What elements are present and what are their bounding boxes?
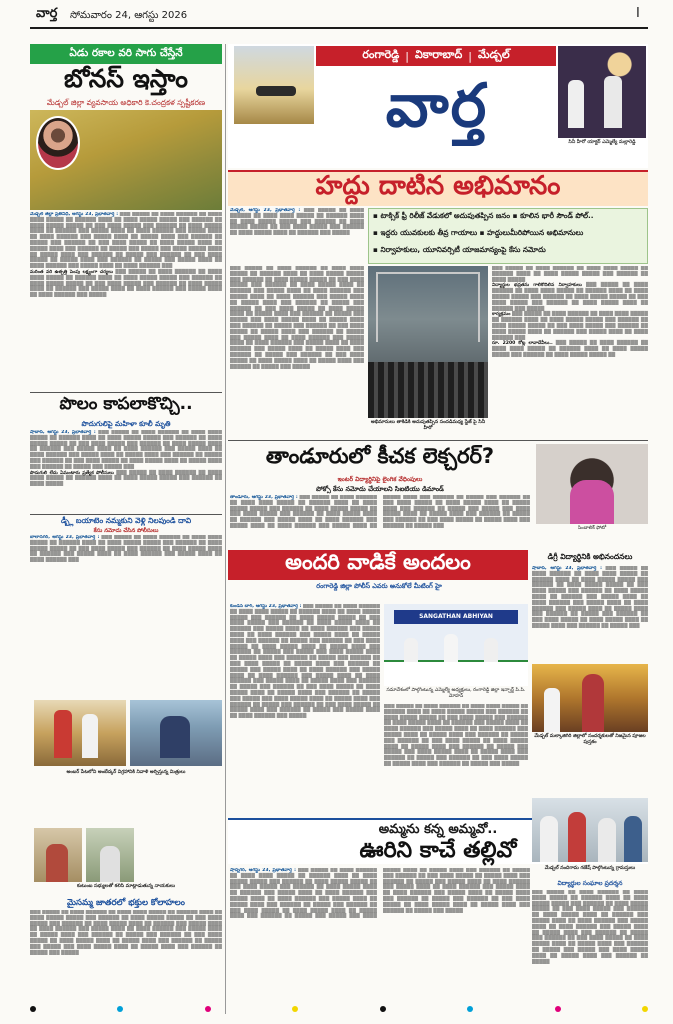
fake-subhead: కేసు నమోదు చేసిన పోలీసులు [93, 528, 159, 534]
left-photos-caption: అంబర్ పేటలోని అంబేద్కర్ విగ్రహానికి నివాళి అర్పిస్తున్న మిత్రులు [66, 770, 186, 775]
photo-figure [544, 688, 560, 732]
photo-figure [404, 638, 418, 662]
header-date: సోమవారం 24, ఆగస్టు 2026 [70, 10, 188, 21]
reg-dot [205, 1006, 211, 1012]
photo-figure [582, 674, 604, 732]
column-divider [225, 44, 226, 1014]
photo-figure [100, 846, 120, 882]
bottom-left-headline: మైసమ్మ జాతరలో భక్తుల కోలాహలం [67, 898, 185, 908]
highlight-1-text: టాక్సిక్ ఫ్రీ రిలీజ్ వేడుకలో అదుపుతప్పిన జనం [380, 211, 511, 220]
ammanu-right-caption: మేడ్చల్ నందిగామ గణేష్ పాల్గొంటున్న గ్రామస్తులు [544, 866, 636, 871]
andari-headline: అందరి వాడికే అందలం [285, 550, 471, 574]
main-sub-2: కార్యక్రమం [492, 312, 511, 318]
andari-kicker: రంగారెడ్డి జిల్లా పోలీస్ ఎవరు అనుకోలే మీటింగ్ హై [316, 582, 442, 590]
distressed-student-photo [536, 444, 648, 524]
main-body-left: ▒▒▒ ▒▒▒▒▒ ▒▒ ▒▒▒▒ ▒▒▒▒▒▒ ▒▒ ▒▒▒▒ ▒▒▒▒ ▒▒▒▒▒ ▒▒ ▒▒▒▒▒▒ ▒▒▒▒ ▒▒ ▒▒▒▒ ▒▒▒▒▒ ▒▒▒▒▒ ▒▒▒ ▒▒▒▒▒▒ ▒▒ ▒▒▒▒ ▒▒▒▒▒ ▒▒▒▒▒ ▒▒ ▒▒▒ ▒▒▒▒ ▒▒▒▒▒ ▒▒▒ ▒▒▒▒▒▒ ▒▒ ▒▒▒▒ ▒▒▒▒▒ ▒▒▒▒ ▒▒ ▒▒▒▒▒▒ ▒▒▒ ▒▒▒▒▒ ▒▒▒▒ ▒▒ ▒▒▒▒ ▒▒▒▒▒▒ ▒▒▒ ▒▒▒▒▒ ▒▒▒▒ ▒▒ ▒▒▒▒ ▒▒▒▒▒▒ ▒▒▒ ▒▒▒▒▒ ▒▒▒▒ ▒▒ ▒▒▒▒▒ ▒▒▒▒ ▒▒▒ ▒▒▒▒▒▒ ▒▒ ▒▒▒▒▒ ▒▒▒ ▒▒▒▒▒▒ ▒▒ ▒▒▒ ▒▒▒▒ ▒▒▒▒▒ ▒▒ ▒▒▒▒ ▒▒▒▒▒ ▒▒▒▒ ▒▒ ▒▒▒▒▒ ▒▒▒▒ ▒▒▒ ▒▒▒▒▒▒ ▒▒ ▒▒▒▒▒ ▒▒▒ ▒▒▒▒▒ ▒▒▒ ▒▒▒▒ ▒▒▒▒▒ ▒▒▒▒ ▒▒ ▒▒▒▒▒ ▒▒▒▒ ▒▒▒ ▒▒▒▒▒▒ ▒▒ ▒▒▒▒▒ ▒▒▒ ▒▒▒▒▒▒ ▒▒ ▒▒▒ ▒▒▒▒ ▒▒▒▒▒ ▒▒ ▒▒▒▒▒ ▒▒▒▒ ▒▒▒ ▒▒▒▒▒▒ ▒▒ ▒▒▒▒▒ ▒▒▒ ▒▒▒▒▒ ▒▒▒▒ ▒▒ ▒▒▒▒ ▒▒▒▒▒▒ ▒▒▒ ▒▒▒▒▒ ▒▒▒▒ ▒▒ ▒▒▒▒ ▒▒▒▒▒▒ ▒▒▒ ▒▒▒▒▒ ▒▒▒▒ ▒▒ ▒▒▒▒ ▒▒▒▒▒▒ ▒▒▒ ▒▒▒▒▒ ▒▒▒▒ ▒▒ ▒▒▒▒▒ ▒▒▒▒ ▒▒▒ ▒▒▒▒▒▒ ▒▒ ▒▒▒▒▒ ▒▒▒ ▒▒▒▒▒▒ ▒▒ ▒▒▒ ▒▒▒▒ ▒▒▒▒▒ ▒▒ ▒▒▒▒ ▒▒▒▒▒ ▒▒▒▒ ▒▒ ▒▒▒▒▒ ▒▒▒▒ ▒▒▒ ▒▒▒▒▒▒ ▒▒ ▒▒▒▒▒ ▒▒▒ ▒▒▒▒▒ [230, 266, 364, 370]
district-1: రంగారెడ్డి [362, 48, 400, 61]
reg-dot [555, 1006, 561, 1012]
bottom-left-caption: కుటుంబ సభ్యులతో కలిసి మాట్లాడుతున్న నాయకులు [76, 884, 176, 889]
bonus-dateline: మేడ్చల్ జిల్లా ప్రతినిధి, ఆగస్టు 23, ప్రభాతవార్త : [30, 212, 119, 217]
photo-figure [568, 80, 584, 128]
print-registration-strip [30, 1004, 648, 1014]
highlight-2: ▪ ఇద్దరు యువకులకు తీవ్ర గాయాలు ▪ హద్దులుమీరిపోయిన అభిమానులు [373, 228, 584, 237]
photo-figure [598, 818, 616, 862]
masthead-logo: వార్త [385, 71, 489, 141]
edition-banner [228, 44, 648, 168]
masthead-right-photo [558, 46, 646, 138]
bottom-left-body: ▒▒▒ ▒▒▒▒▒ ▒▒ ▒▒▒▒ ▒▒▒▒▒▒ ▒▒ ▒▒▒▒ ▒▒▒▒ ▒▒▒▒▒ ▒▒ ▒▒▒▒▒▒ ▒▒▒▒ ▒▒ ▒▒▒▒ ▒▒▒▒▒ ▒▒▒▒▒ ▒▒▒ ▒▒▒▒▒▒ ▒▒ ▒▒▒▒ ▒▒▒▒▒ ▒▒▒▒▒ ▒▒ ▒▒▒ ▒▒▒▒ ▒▒▒▒▒ ▒▒▒ ▒▒▒▒▒▒ ▒▒ ▒▒▒▒ ▒▒▒▒▒ ▒▒▒▒ ▒▒ ▒▒▒▒▒▒ ▒▒▒ ▒▒▒▒▒ ▒▒▒▒ ▒▒ ▒▒▒▒ ▒▒▒▒▒▒ ▒▒▒ ▒▒▒▒▒ ▒▒▒▒ ▒▒ ▒▒▒▒ ▒▒▒▒▒▒ ▒▒▒ ▒▒▒▒▒ ▒▒▒▒ ▒▒ ▒▒▒▒▒ ▒▒▒▒ ▒▒▒ ▒▒▒▒▒▒ ▒▒ ▒▒▒▒▒ ▒▒▒ ▒▒▒▒▒▒ ▒▒ ▒▒▒ ▒▒▒▒ ▒▒▒▒▒ ▒▒ ▒▒▒▒ ▒▒▒▒▒ ▒▒▒▒ ▒▒ ▒▒▒▒▒ ▒▒▒▒ ▒▒▒ ▒▒▒▒▒▒ ▒▒ ▒▒▒▒▒ ▒▒▒ ▒▒▒▒▒ ▒▒▒ ▒▒▒▒ ▒▒▒▒▒ ▒▒▒▒ ▒▒ ▒▒▒▒▒ ▒▒▒▒ ▒▒▒ ▒▒▒▒▒▒ ▒▒ ▒▒▒▒▒ ▒▒▒ ▒▒▒▒▒ [30, 910, 222, 956]
main-sub-3: రూ. 2200 కోట్ల లావాదేవీలు.. [492, 341, 553, 347]
reg-dot [30, 1006, 36, 1012]
family-photo [86, 828, 134, 882]
degree-dateline: షాబాద్, ఆగస్టు 23, ప్రభాతవార్త : [532, 566, 602, 571]
reg-dot [467, 1006, 473, 1012]
district-3: మేడ్చల్ [477, 48, 510, 61]
photo-figure [570, 480, 614, 524]
photo-table [384, 660, 528, 686]
farm-body: షాబాద్, ఆగస్టు 23, ప్రభాతవార్త : ▒▒▒ ▒▒▒▒▒ ▒▒ ▒▒▒▒ ▒▒▒▒▒▒ ▒▒ ▒▒▒▒ ▒▒▒▒ ▒▒▒▒▒ ▒▒ ▒▒▒▒▒▒ ▒▒▒▒ ▒▒ ▒▒▒▒ ▒▒▒▒▒ ▒▒▒▒▒ ▒▒▒ ▒▒▒▒▒▒ ▒▒ ▒▒▒▒ ▒▒▒▒▒ ▒▒▒▒▒ ▒▒ ▒▒▒ ▒▒▒▒ ▒▒▒▒▒ ▒▒▒ ▒▒▒▒▒▒ ▒▒ ▒▒▒▒ ▒▒▒▒▒ ▒▒▒▒ ▒▒ ▒▒▒▒▒▒ ▒▒▒ ▒▒▒▒▒ ▒▒▒▒ ▒▒ ▒▒▒▒ ▒▒▒▒▒▒ ▒▒▒ ▒▒▒▒▒ ▒▒▒▒ ▒▒ ▒▒▒▒ ▒▒▒▒▒▒ ▒▒▒ ▒▒▒▒▒ ▒▒▒▒ ▒▒ ▒▒▒▒▒ ▒▒▒▒ ▒▒▒ ▒▒▒▒▒▒ ▒▒ ▒▒▒▒▒ ▒▒▒ ▒▒▒▒▒▒ ▒▒ ▒▒▒ ▒▒▒▒ ▒▒▒▒▒ ▒▒ ▒▒▒▒ ▒▒▒▒▒ ▒▒▒▒ ▒▒ ▒▒▒▒▒ ▒▒▒▒ ▒▒▒ ▒▒▒▒▒▒ ▒▒ ▒▒▒▒▒ ▒▒▒ ▒▒▒▒▒ ▒▒▒ పొదుగులి లేదు ఏమంటారు ప్రత్యేక పోలీసులు ▒▒▒ ▒▒▒▒▒ ▒▒ ▒▒▒▒ ▒▒▒▒▒▒ ▒▒ ▒▒▒▒ ▒▒▒▒ ▒▒▒▒▒ ▒▒ ▒▒▒▒▒▒ ▒▒▒▒ ▒▒ ▒▒▒▒ ▒▒▒▒▒ ▒▒▒▒▒ ▒▒▒ ▒▒▒▒▒▒ ▒▒ ▒▒▒▒ ▒▒▒▒▒ [30, 430, 222, 488]
villagers-photo [532, 798, 648, 862]
tandur-headline: తాండూరులో కీచక లెక్చరర్? [265, 444, 495, 468]
officer-portrait [36, 116, 80, 170]
temple-photo [532, 664, 648, 732]
farm-headline: పొలం కాపలాకొచ్చి.. [59, 394, 193, 414]
farm-subhead-2: పొదుగులి లేదు ఏమంటారు ప్రత్యేక పోలీసులు [30, 470, 114, 476]
header-paper-name: వార్త [36, 6, 58, 21]
fake-headline: డ్బ్లీ బయాటెం నమ్మకుని వెళ్లి నిలపుండి దావి [60, 516, 192, 525]
degree-headline: డిగ్రీ విద్యార్థినికి అభినందనలు [547, 552, 633, 561]
rice-field-photo [30, 110, 222, 210]
main-intro: మేడ్చల్, ఆగస్టు 23, ప్రభాతవార్త : ▒▒▒ ▒▒▒▒▒ ▒▒ ▒▒▒▒ ▒▒▒▒▒▒ ▒▒ ▒▒▒▒ ▒▒▒▒ ▒▒▒▒▒ ▒▒ ▒▒▒▒▒▒ ▒▒▒▒ ▒▒ ▒▒▒▒ ▒▒▒▒▒ ▒▒▒▒▒ ▒▒▒ ▒▒▒▒▒▒ ▒▒ ▒▒▒▒ ▒▒▒▒▒ ▒▒▒▒▒ ▒▒ ▒▒▒ ▒▒▒▒ ▒▒▒▒▒ ▒▒▒ ▒▒▒▒▒▒ ▒▒ ▒▒▒▒ ▒▒▒▒▒ ▒▒▒▒ ▒▒ ▒▒▒▒▒▒ ▒▒▒ ▒▒▒▒▒ [230, 208, 364, 237]
reg-dot [642, 1006, 648, 1012]
reg-dot [117, 1006, 123, 1012]
district-2: వికారాబాద్ [415, 48, 463, 61]
header-rule [30, 27, 648, 29]
main-photo-caption: అభిమానులు తాకిడికి అదుపుతప్పిన సందడిమధ్య స్టేజ్ పై సినీ హీరో [370, 420, 486, 431]
reg-dot [380, 1006, 386, 1012]
photo-figure [444, 634, 458, 662]
bonus-subhead: మేడ్చల్ జిల్లా వ్యవసాయ అధికారి కె.చంద్రకళ స్పష్టీకరణ [46, 98, 206, 107]
sangathan-label: SANGATHAN ABHIYAN [419, 613, 493, 620]
main-dateline: మేడ్చల్, ఆగస్టు 23, ప్రభాతవార్త : [230, 208, 301, 213]
photo-figure [568, 812, 586, 862]
main-sub-1: విద్యార్థుల భద్రతను గాలికొదిలిన నిర్వాహకులు [492, 283, 582, 289]
tandur-photo-caption: సింబాలిక్ ఫోటో [577, 526, 607, 531]
photo-crowd [368, 362, 488, 418]
main-body-right: ▒▒▒ ▒▒▒▒▒ ▒▒ ▒▒▒▒ ▒▒▒▒▒▒ ▒▒ ▒▒▒▒ ▒▒▒▒ ▒▒▒▒▒ ▒▒ ▒▒▒▒▒▒ ▒▒▒▒ ▒▒ ▒▒▒▒ ▒▒▒▒▒ ▒▒▒▒▒ ▒▒▒ ▒▒▒▒▒▒ ▒▒ ▒▒▒▒ ▒▒▒▒▒ విద్యార్థుల భద్రతను గాలికొదిలిన నిర్వాహకులు ▒▒▒ ▒▒▒▒▒ ▒▒ ▒▒▒▒ ▒▒▒▒▒▒ ▒▒ ▒▒▒▒ ▒▒▒▒ ▒▒▒▒▒ ▒▒ ▒▒▒▒▒▒ ▒▒▒▒ ▒▒ ▒▒▒▒ ▒▒▒▒▒ ▒▒▒▒▒ ▒▒▒ ▒▒▒▒▒▒ ▒▒ ▒▒▒▒ ▒▒▒▒▒ ▒▒▒▒▒ ▒▒ ▒▒▒ ▒▒▒▒ ▒▒▒▒▒ ▒▒▒ ▒▒▒▒▒▒ ▒▒ ▒▒▒▒ ▒▒▒▒▒ ▒▒▒▒ ▒▒ ▒▒▒▒▒▒ ▒▒▒ ▒▒▒▒▒ కార్యక్రమం ▒▒▒ ▒▒▒▒▒ ▒▒ ▒▒▒▒ ▒▒▒▒▒▒ ▒▒ ▒▒▒▒ ▒▒▒▒ ▒▒▒▒▒ ▒▒ ▒▒▒▒▒▒ ▒▒▒▒ ▒▒ ▒▒▒▒ ▒▒▒▒▒ ▒▒▒▒▒ ▒▒▒ ▒▒▒▒▒▒ ▒▒ ▒▒▒▒ ▒▒▒▒▒ ▒▒▒▒▒ ▒▒ ▒▒▒ ▒▒▒▒ ▒▒▒▒▒ ▒▒▒ ▒▒▒▒▒▒ ▒▒ ▒▒▒▒ ▒▒▒▒▒ ▒▒▒▒ ▒▒ ▒▒▒▒▒▒ ▒▒▒ ▒▒▒▒▒ ▒▒▒▒ ▒▒ ▒▒▒▒ ▒▒▒▒▒▒ ▒▒▒ రూ. 2200 కోట్ల లావాదేవీలు.. ▒▒▒ ▒▒▒▒▒ ▒▒ ▒▒▒▒ ▒▒▒▒▒▒ ▒▒ ▒▒▒▒ ▒▒▒▒ ▒▒▒▒▒ ▒▒ ▒▒▒▒▒▒ ▒▒▒▒ ▒▒ ▒▒▒▒ ▒▒▒▒▒ ▒▒▒▒▒ ▒▒▒ ▒▒▒▒▒▒ ▒▒ ▒▒▒▒ ▒▒▒▒▒ ▒▒▒▒▒ ▒▒ [492, 266, 648, 358]
ambedkar-statue-photo [34, 700, 126, 766]
highlight-4-text: హద్దులుమీరిపోయిన అభిమానులు [487, 228, 584, 237]
tandur-kicker: ఇంటర్ విద్యార్థినిపై లైంగిక వేధింపులు [337, 476, 423, 483]
ammanu-kicker: అమ్మను కన్న అమ్మవో.. [378, 822, 498, 837]
photo-figure [484, 638, 498, 662]
concert-stage-photo [368, 266, 488, 418]
ammanu-dateline: షాద్నగర్, ఆగస్టు 23, ప్రభాతవార్త : [230, 868, 296, 873]
farm-subhead: పొదుగులిపై మహిళా కూలీ మృతి [81, 420, 171, 428]
photo-figure [54, 710, 72, 758]
fake-body: బాలానగర్, ఆగస్టు 23, ప్రభాతవార్త : ▒▒▒ ▒▒▒▒▒ ▒▒ ▒▒▒▒ ▒▒▒▒▒▒ ▒▒ ▒▒▒▒ ▒▒▒▒ ▒▒▒▒▒ ▒▒ ▒▒▒▒▒▒ ▒▒▒▒ ▒▒ ▒▒▒▒ ▒▒▒▒▒ ▒▒▒▒▒ ▒▒▒ ▒▒▒▒▒▒ ▒▒ ▒▒▒▒ ▒▒▒▒▒ ▒▒▒▒▒ ▒▒ ▒▒▒ ▒▒▒▒ ▒▒▒▒▒ ▒▒▒ ▒▒▒▒▒▒ ▒▒ ▒▒▒▒ ▒▒▒▒▒ ▒▒▒▒ ▒▒ ▒▒▒▒▒▒ ▒▒▒ ▒▒▒▒▒ ▒▒▒▒ ▒▒ ▒▒▒▒ ▒▒▒▒▒▒ ▒▒▒ ▒▒▒▒▒ ▒▒▒▒ ▒▒ ▒▒▒▒ ▒▒▒▒▒▒ ▒▒▒ [30, 535, 222, 564]
bonus-body: మేడ్చల్ జిల్లా ప్రతినిధి, ఆగస్టు 23, ప్రభాతవార్త : ▒▒▒ ▒▒▒▒▒ ▒▒ ▒▒▒▒ ▒▒▒▒▒▒ ▒▒ ▒▒▒▒ ▒▒▒▒ ▒▒▒▒▒ ▒▒ ▒▒▒▒▒▒ ▒▒▒▒ ▒▒ ▒▒▒▒ ▒▒▒▒▒ ▒▒▒▒▒ ▒▒▒ ▒▒▒▒▒▒ ▒▒ ▒▒▒▒ ▒▒▒▒▒ ▒▒▒▒▒ ▒▒ ▒▒▒ ▒▒▒▒ ▒▒▒▒▒ ▒▒▒ ▒▒▒▒▒▒ ▒▒ ▒▒▒▒ ▒▒▒▒▒ ▒▒▒▒ ▒▒ ▒▒▒▒▒▒ ▒▒▒ ▒▒▒▒▒ ▒▒▒▒ ▒▒ ▒▒▒▒ ▒▒▒▒▒▒ ▒▒▒ ▒▒▒▒▒ ▒▒▒▒ ▒▒ ▒▒▒▒ ▒▒▒▒▒▒ ▒▒▒ ▒▒▒▒▒ ▒▒▒▒ ▒▒ ▒▒▒▒▒ ▒▒▒▒ ▒▒▒ ▒▒▒▒▒▒ ▒▒ ▒▒▒▒▒ ▒▒▒ ▒▒▒▒▒▒ ▒▒ ▒▒▒ ▒▒▒▒ ▒▒▒▒▒ ▒▒ ▒▒▒▒ ▒▒▒▒▒ ▒▒▒▒ ▒▒ ▒▒▒▒▒ ▒▒▒▒ ▒▒▒ ▒▒▒▒▒▒ ▒▒ ▒▒▒▒▒ ▒▒▒ ▒▒▒▒▒ ▒▒▒ ▒▒▒▒ ▒▒▒▒▒ ▒▒▒▒ ▒▒ ▒▒▒▒▒ ▒▒▒▒ ▒▒▒ ▒▒▒▒▒▒ ▒▒ ▒▒▒▒▒ ▒▒▒ ▒▒▒▒▒▒ ▒▒ ▒▒▒ ▒▒▒▒ ▒▒▒▒▒ ▒▒ ▒▒▒▒▒ ▒▒▒▒ ▒▒▒ ▒▒▒▒▒▒ ▒▒ ▒▒▒▒▒ ▒▒▒ ▒▒▒▒▒ ▒▒▒▒ ▒▒ ▒▒▒▒ ▒▒▒▒▒▒ ▒▒▒ ▒▒▒▒▒ ▒▒▒▒ ▒▒ ▒▒▒▒ ▒▒▒▒▒▒ ▒▒▒ మరింత వరి ఉత్పత్తి పెంపు లక్ష్యంగా చర్యలు ▒▒▒ ▒▒▒▒▒ ▒▒ ▒▒▒▒ ▒▒▒▒▒▒ ▒▒ ▒▒▒▒ ▒▒▒▒ ▒▒▒▒▒ ▒▒ ▒▒▒▒▒▒ ▒▒▒▒ ▒▒ ▒▒▒▒ ▒▒▒▒▒ ▒▒▒▒▒ ▒▒▒ ▒▒▒▒▒▒ ▒▒ ▒▒▒▒ ▒▒▒▒▒ ▒▒▒▒▒ ▒▒ ▒▒▒ ▒▒▒▒ ▒▒▒▒▒ ▒▒▒ ▒▒▒▒▒▒ ▒▒ ▒▒▒▒ ▒▒▒▒▒ ▒▒▒▒ ▒▒ ▒▒▒▒▒▒ ▒▒▒ ▒▒▒▒▒ ▒▒▒▒ ▒▒ ▒▒▒▒ ▒▒▒▒▒▒ ▒▒▒ ▒▒▒▒▒ ▒▒▒▒ ▒▒ ▒▒▒▒ ▒▒▒▒▒▒ ▒▒▒ ▒▒▒▒▒ [30, 212, 222, 299]
andari-body-2: ▒▒▒ ▒▒▒▒▒ ▒▒ ▒▒▒▒ ▒▒▒▒▒▒ ▒▒ ▒▒▒▒ ▒▒▒▒ ▒▒▒▒▒ ▒▒ ▒▒▒▒▒▒ ▒▒▒▒ ▒▒ ▒▒▒▒ ▒▒▒▒▒ ▒▒▒▒▒ ▒▒▒ ▒▒▒▒▒▒ ▒▒ ▒▒▒▒ ▒▒▒▒▒ ▒▒▒▒▒ ▒▒ ▒▒▒ ▒▒▒▒ ▒▒▒▒▒ ▒▒▒ ▒▒▒▒▒▒ ▒▒ ▒▒▒▒ ▒▒▒▒▒ ▒▒▒▒ ▒▒ ▒▒▒▒▒▒ ▒▒▒ ▒▒▒▒▒ ▒▒▒▒ ▒▒ ▒▒▒▒ ▒▒▒▒▒▒ ▒▒▒ ▒▒▒▒▒ ▒▒▒▒ ▒▒ ▒▒▒▒ ▒▒▒▒▒▒ ▒▒▒ ▒▒▒▒▒ ▒▒▒▒ ▒▒ ▒▒▒▒▒ ▒▒▒▒ ▒▒▒ ▒▒▒▒▒▒ ▒▒ ▒▒▒▒▒ ▒▒▒ ▒▒▒▒▒▒ ▒▒ ▒▒▒ ▒▒▒▒ ▒▒▒▒▒ ▒▒ ▒▒▒▒ ▒▒▒▒▒ ▒▒▒▒ ▒▒ ▒▒▒▒▒ ▒▒▒▒ ▒▒▒ ▒▒▒▒▒▒ ▒▒ ▒▒▒▒▒ ▒▒▒ ▒▒▒▒▒ ▒▒▒ ▒▒▒▒ ▒▒▒▒▒ ▒▒▒▒ ▒▒ ▒▒▒▒▒ ▒▒▒▒ ▒▒▒ ▒▒▒▒▒▒ ▒▒ ▒▒▒▒▒ ▒▒▒ ▒▒▒▒▒▒ ▒▒ ▒▒▒ ▒▒▒▒ ▒▒▒▒▒ ▒▒ ▒▒▒▒▒ ▒▒▒▒ ▒▒▒ ▒▒▒▒▒▒ ▒▒ ▒▒▒▒▒ ▒▒▒ ▒▒▒▒▒ [384, 704, 528, 767]
sangathan-banner [394, 610, 518, 624]
tandur-subhead: పోక్సో కేసు నమోదు చేయాలని సిఐటియు డిమాండ్ [316, 485, 444, 493]
photo-scaffold [376, 272, 480, 342]
ammanu-right-body: ▒▒▒ ▒▒▒▒▒ ▒▒ ▒▒▒▒ ▒▒▒▒▒▒ ▒▒ ▒▒▒▒ ▒▒▒▒ ▒▒▒▒▒ ▒▒ ▒▒▒▒▒▒ ▒▒▒▒ ▒▒ ▒▒▒▒ ▒▒▒▒▒ ▒▒▒▒▒ ▒▒▒ ▒▒▒▒▒▒ ▒▒ ▒▒▒▒ ▒▒▒▒▒ ▒▒▒▒▒ ▒▒ ▒▒▒ ▒▒▒▒ ▒▒▒▒▒ ▒▒▒ ▒▒▒▒▒▒ ▒▒ ▒▒▒▒ ▒▒▒▒▒ ▒▒▒▒ ▒▒ ▒▒▒▒▒▒ ▒▒▒ ▒▒▒▒▒ ▒▒▒▒ ▒▒ ▒▒▒▒ ▒▒▒▒▒▒ ▒▒▒ ▒▒▒▒▒ ▒▒▒▒ ▒▒ ▒▒▒▒ ▒▒▒▒▒▒ ▒▒▒ ▒▒▒▒▒ ▒▒▒▒ ▒▒ ▒▒▒▒▒ ▒▒▒▒ ▒▒▒ ▒▒▒▒▒▒ ▒▒ ▒▒▒▒▒ ▒▒▒ ▒▒▒▒▒▒ ▒▒ ▒▒▒ ▒▒▒▒ ▒▒▒▒▒ ▒▒ ▒▒▒▒ ▒▒▒▒▒ ▒▒▒▒ ▒▒ ▒▒▒▒▒ ▒▒▒▒ ▒▒▒ ▒▒▒▒▒▒ ▒▒ ▒▒▒▒▒ ▒▒▒ ▒▒▒▒▒ ▒▒▒ ▒▒▒▒ ▒▒▒▒▒ ▒▒▒▒ ▒▒ ▒▒▒▒▒ ▒▒▒▒ ▒▒▒ ▒▒▒▒▒▒ ▒▒ ▒▒▒▒▒ [532, 890, 648, 965]
hostel-photo [130, 700, 222, 766]
bonus-kicker: ఏడు రకాల వరి సాగు చేస్తేనే [69, 46, 183, 59]
ammanu-body: షాద్నగర్, ఆగస్టు 23, ప్రభాతవార్త : ▒▒▒ ▒▒▒▒▒ ▒▒ ▒▒▒▒ ▒▒▒▒▒▒ ▒▒ ▒▒▒▒ ▒▒▒▒ ▒▒▒▒▒ ▒▒ ▒▒▒▒▒▒ ▒▒▒▒ ▒▒ ▒▒▒▒ ▒▒▒▒▒ ▒▒▒▒▒ ▒▒▒ ▒▒▒▒▒▒ ▒▒ ▒▒▒▒ ▒▒▒▒▒ ▒▒▒▒▒ ▒▒ ▒▒▒ ▒▒▒▒ ▒▒▒▒▒ ▒▒▒ ▒▒▒▒▒▒ ▒▒ ▒▒▒▒ ▒▒▒▒▒ ▒▒▒▒ ▒▒ ▒▒▒▒▒▒ ▒▒▒ ▒▒▒▒▒ ▒▒▒▒ ▒▒ ▒▒▒▒ ▒▒▒▒▒▒ ▒▒▒ ▒▒▒▒▒ ▒▒▒▒ ▒▒ ▒▒▒▒ ▒▒▒▒▒▒ ▒▒▒ ▒▒▒▒▒ ▒▒▒▒ ▒▒ ▒▒▒▒▒ ▒▒▒▒ ▒▒▒ ▒▒▒▒▒▒ ▒▒ ▒▒▒▒▒ ▒▒▒ ▒▒▒▒▒▒ ▒▒ ▒▒▒ ▒▒▒▒ ▒▒▒▒▒ ▒▒ ▒▒▒▒ ▒▒▒▒▒ ▒▒▒▒ ▒▒ ▒▒▒▒▒ ▒▒▒▒ ▒▒▒ ▒▒▒▒▒▒ ▒▒ ▒▒▒▒▒ ▒▒▒ ▒▒▒▒▒ ▒▒▒ ▒▒▒▒ ▒▒▒▒▒ ▒▒▒▒ ▒▒ ▒▒▒▒▒ ▒▒▒▒ ▒▒▒ ▒▒▒▒▒▒ ▒▒ ▒▒▒▒▒ ▒▒▒ ▒▒▒▒▒▒ ▒▒ ▒▒▒ ▒▒▒▒ ▒▒▒▒▒ ▒▒ ▒▒▒▒▒ ▒▒▒▒ ▒▒▒ ▒▒▒▒▒▒ ▒▒ ▒▒▒▒▒ ▒▒▒ ▒▒▒▒▒ ▒▒▒▒ ▒▒ ▒▒▒▒ ▒▒▒▒▒▒ ▒▒▒ ▒▒▒▒▒ ▒▒▒▒ ▒▒ ▒▒▒▒ ▒▒▒▒▒▒ ▒▒▒ ▒▒▒▒▒ ▒▒▒▒ ▒▒ ▒▒▒▒ ▒▒▒▒▒▒ ▒▒▒ ▒▒▒▒▒ ▒▒▒▒ ▒▒ ▒▒▒▒▒ ▒▒▒▒ ▒▒▒ ▒▒▒▒▒▒ ▒▒ ▒▒▒▒▒ ▒▒▒ ▒▒▒▒▒▒ ▒▒ ▒▒▒ ▒▒▒▒ ▒▒▒▒▒ ▒▒ ▒▒▒▒ ▒▒▒▒▒ ▒▒▒▒ ▒▒ ▒▒▒▒▒ ▒▒▒▒ ▒▒▒ ▒▒▒▒▒▒ ▒▒ ▒▒▒▒▒ ▒▒▒ ▒▒▒▒▒ [230, 868, 530, 920]
andari-body: కుండన్ బాగ్, ఆగస్టు 23, ప్రభాతవార్త : ▒▒▒ ▒▒▒▒▒ ▒▒ ▒▒▒▒ ▒▒▒▒▒▒ ▒▒ ▒▒▒▒ ▒▒▒▒ ▒▒▒▒▒ ▒▒ ▒▒▒▒▒▒ ▒▒▒▒ ▒▒ ▒▒▒▒ ▒▒▒▒▒ ▒▒▒▒▒ ▒▒▒ ▒▒▒▒▒▒ ▒▒ ▒▒▒▒ ▒▒▒▒▒ ▒▒▒▒▒ ▒▒ ▒▒▒ ▒▒▒▒ ▒▒▒▒▒ ▒▒▒ ▒▒▒▒▒▒ ▒▒ ▒▒▒▒ ▒▒▒▒▒ ▒▒▒▒ ▒▒ ▒▒▒▒▒▒ ▒▒▒ ▒▒▒▒▒ ▒▒▒▒ ▒▒ ▒▒▒▒ ▒▒▒▒▒▒ ▒▒▒ ▒▒▒▒▒ ▒▒▒▒ ▒▒ ▒▒▒▒ ▒▒▒▒▒▒ ▒▒▒ ▒▒▒▒▒ ▒▒▒▒ ▒▒ ▒▒▒▒▒ ▒▒▒▒ ▒▒▒ ▒▒▒▒▒▒ ▒▒ ▒▒▒▒▒ ▒▒▒ ▒▒▒▒▒▒ ▒▒ ▒▒▒ ▒▒▒▒ ▒▒▒▒▒ ▒▒ ▒▒▒▒ ▒▒▒▒▒ ▒▒▒▒ ▒▒ ▒▒▒▒▒ ▒▒▒▒ ▒▒▒ ▒▒▒▒▒▒ ▒▒ ▒▒▒▒▒ ▒▒▒ ▒▒▒▒▒ ▒▒▒ ▒▒▒▒ ▒▒▒▒▒ ▒▒▒▒ ▒▒ ▒▒▒▒▒ ▒▒▒▒ ▒▒▒ ▒▒▒▒▒▒ ▒▒ ▒▒▒▒▒ ▒▒▒ ▒▒▒▒▒▒ ▒▒ ▒▒▒ ▒▒▒▒ ▒▒▒▒▒ ▒▒ ▒▒▒▒▒ ▒▒▒▒ ▒▒▒ ▒▒▒▒▒▒ ▒▒ ▒▒▒▒▒ ▒▒▒ ▒▒▒▒▒ ▒▒▒▒ ▒▒ ▒▒▒▒ ▒▒▒▒▒▒ ▒▒▒ ▒▒▒▒▒ ▒▒▒▒ ▒▒ ▒▒▒▒ ▒▒▒▒▒▒ ▒▒▒ ▒▒▒▒▒ ▒▒▒▒ ▒▒ ▒▒▒▒ ▒▒▒▒▒▒ ▒▒▒ ▒▒▒▒▒ ▒▒▒▒ ▒▒ ▒▒▒▒▒ ▒▒▒▒ ▒▒▒ ▒▒▒▒▒▒ ▒▒ ▒▒▒▒▒ ▒▒▒ ▒▒▒▒▒▒ ▒▒ ▒▒▒ ▒▒▒▒ ▒▒▒▒▒ ▒▒ ▒▒▒▒ ▒▒▒▒▒ ▒▒▒▒ ▒▒ ▒▒▒▒▒ ▒▒▒▒ ▒▒▒ ▒▒▒▒▒▒ ▒▒ ▒▒▒▒▒ ▒▒▒ ▒▒▒▒▒ ▒▒▒ ▒▒▒▒ ▒▒▒▒▒ ▒▒▒▒ ▒▒ ▒▒▒▒▒ ▒▒▒▒ ▒▒▒ ▒▒▒▒▒▒ ▒▒ ▒▒▒▒▒ ▒▒▒ ▒▒▒▒▒▒ ▒▒ ▒▒▒ ▒▒▒▒ ▒▒▒▒▒ ▒▒ ▒▒▒▒▒ ▒▒▒▒ ▒▒▒ ▒▒▒▒▒▒ ▒▒ ▒▒▒▒▒ ▒▒▒ ▒▒▒▒▒ ▒▒▒▒ ▒▒ ▒▒▒▒ ▒▒▒▒▒▒ ▒▒▒ ▒▒▒▒▒ [230, 604, 380, 720]
divider-right-1 [228, 440, 648, 441]
photo-figure [604, 76, 622, 128]
highlight-3: ▪ నిర్వాహకులు, యూనివర్సిటీ యాజమాన్యంపై కేసు నమోదు [373, 245, 546, 254]
degree-body: షాబాద్, ఆగస్టు 23, ప్రభాతవార్త : ▒▒▒ ▒▒▒▒▒ ▒▒ ▒▒▒▒ ▒▒▒▒▒▒ ▒▒ ▒▒▒▒ ▒▒▒▒ ▒▒▒▒▒ ▒▒ ▒▒▒▒▒▒ ▒▒▒▒ ▒▒ ▒▒▒▒ ▒▒▒▒▒ ▒▒▒▒▒ ▒▒▒ ▒▒▒▒▒▒ ▒▒ ▒▒▒▒ ▒▒▒▒▒ ▒▒▒▒▒ ▒▒ ▒▒▒ ▒▒▒▒ ▒▒▒▒▒ ▒▒▒ ▒▒▒▒▒▒ ▒▒ ▒▒▒▒ ▒▒▒▒▒ ▒▒▒▒ ▒▒ ▒▒▒▒▒▒ ▒▒▒ ▒▒▒▒▒ ▒▒▒▒ ▒▒ ▒▒▒▒ ▒▒▒▒▒▒ ▒▒▒ ▒▒▒▒▒ ▒▒▒▒ ▒▒ ▒▒▒▒ ▒▒▒▒▒▒ ▒▒▒ ▒▒▒▒▒ ▒▒▒▒ ▒▒ ▒▒▒▒▒ ▒▒▒▒ ▒▒▒ ▒▒▒▒▒▒ ▒▒ ▒▒▒▒▒ ▒▒▒ ▒▒▒▒▒▒ ▒▒ ▒▒▒ ▒▒▒▒ ▒▒▒▒▒ ▒▒ ▒▒▒▒ ▒▒▒▒▒ ▒▒▒▒ ▒▒ ▒▒▒▒▒ ▒▒▒▒ ▒▒▒ ▒▒▒▒▒▒ ▒▒ ▒▒▒▒▒ ▒▒▒ [532, 566, 648, 629]
district-sep-1: | [405, 49, 409, 63]
sangathan-caption: సమావేశంలో పాల్గొంటున్న ఎమ్మెల్యే అధ్యక్షులు, రంగారెడ్డి జిల్లా ఇన్చార్జ్ పి.పి. మోహన్ [386, 688, 526, 699]
andari-dateline: కుండన్ బాగ్, ఆగస్టు 23, ప్రభాతవార్త : [230, 604, 302, 609]
reg-dot [292, 1006, 298, 1012]
fake-dateline: బాలానగర్, ఆగస్టు 23, ప్రభాతవార్త : [30, 535, 100, 540]
district-sep-2: | [468, 49, 472, 63]
page-header [0, 0, 673, 42]
photo-figure [540, 816, 558, 862]
main-headline: హద్దు దాటిన అభిమానం [315, 171, 561, 201]
masthead-photo-caption: సినీ హీరో యాక్టర్ ఎమ్మెల్యే మల్లారెడ్డి [568, 140, 636, 145]
highlight-1: ▪ టాక్సిక్ ఫ్రీ రిలీజ్ వేడుకలో అదుపుతప్పిన జనం ▪ కూలిన భారీ సౌండ్ పోల్.. [373, 211, 594, 220]
highlight-3-text: ఇద్దరు యువకులకు తీవ్ర గాయాలు [380, 228, 478, 237]
divider-left-1 [30, 392, 222, 393]
andari-banner [228, 550, 528, 580]
main-highlights [368, 208, 648, 264]
tandur-dateline: తాండూరు, ఆగస్టు 23, ప్రభాతవార్త : [230, 495, 298, 500]
temple-photo-caption: మేడ్చల్ మల్కాజిగిరి జిల్లాలో సందర్శకులతో నిజమైన పూజల పుస్తకం [534, 734, 646, 745]
bonus-kicker-banner [30, 44, 222, 64]
right-subhead: విద్యార్థుల సంఘాల ప్రదర్శన [557, 880, 623, 887]
district-strip [316, 46, 556, 66]
masthead-left-photo [234, 46, 314, 124]
page-number: I [636, 6, 640, 21]
photo-figure [256, 86, 296, 96]
photo-figure [160, 716, 190, 758]
sangathan-meeting-photo [384, 604, 528, 686]
bonus-subhead-2: మరింత వరి ఉత్పత్తి పెంపు లక్ష్యంగా చర్యలు [30, 269, 113, 275]
farm-dateline: షాబాద్, ఆగస్టు 23, ప్రభాతవార్త : [30, 430, 96, 435]
photo-figure [624, 816, 642, 862]
main-headline-banner [228, 170, 648, 206]
tandur-body: తాండూరు, ఆగస్టు 23, ప్రభాతవార్త : ▒▒▒ ▒▒▒▒▒ ▒▒ ▒▒▒▒ ▒▒▒▒▒▒ ▒▒ ▒▒▒▒ ▒▒▒▒ ▒▒▒▒▒ ▒▒ ▒▒▒▒▒▒ ▒▒▒▒ ▒▒ ▒▒▒▒ ▒▒▒▒▒ ▒▒▒▒▒ ▒▒▒ ▒▒▒▒▒▒ ▒▒ ▒▒▒▒ ▒▒▒▒▒ ▒▒▒▒▒ ▒▒ ▒▒▒ ▒▒▒▒ ▒▒▒▒▒ ▒▒▒ ▒▒▒▒▒▒ ▒▒ ▒▒▒▒ ▒▒▒▒▒ ▒▒▒▒ ▒▒ ▒▒▒▒▒▒ ▒▒▒ ▒▒▒▒▒ ▒▒▒▒ ▒▒ ▒▒▒▒ ▒▒▒▒▒▒ ▒▒▒ ▒▒▒▒▒ ▒▒▒▒ ▒▒ ▒▒▒▒ ▒▒▒▒▒▒ ▒▒▒ ▒▒▒▒▒ ▒▒▒▒ ▒▒ ▒▒▒▒▒ ▒▒▒▒ ▒▒▒ ▒▒▒▒▒▒ ▒▒ ▒▒▒▒▒ ▒▒▒ ▒▒▒▒▒▒ ▒▒ ▒▒▒ ▒▒▒▒ ▒▒▒▒▒ ▒▒ ▒▒▒▒ ▒▒▒▒▒ ▒▒▒▒ ▒▒ ▒▒▒▒▒ ▒▒▒▒ ▒▒▒ ▒▒▒▒▒▒ ▒▒ ▒▒▒▒▒ ▒▒▒ ▒▒▒▒▒ ▒▒▒ ▒▒▒▒ ▒▒▒▒▒ ▒▒▒▒ ▒▒ ▒▒▒▒▒ ▒▒▒▒ ▒▒▒ ▒▒▒▒▒▒ ▒▒ ▒▒▒▒▒ ▒▒▒ ▒▒▒▒▒▒ ▒▒ ▒▒▒ ▒▒▒▒ ▒▒▒▒▒ ▒▒ ▒▒▒▒▒ ▒▒▒▒ ▒▒▒ ▒▒▒▒▒▒ ▒▒ ▒▒▒▒▒ ▒▒▒ [230, 495, 530, 529]
highlight-2-text: కూలిన భారీ సౌండ్ పోల్.. [520, 211, 594, 220]
divider-left-2 [30, 514, 222, 515]
photo-figure [46, 844, 68, 882]
ammanu-headline: ఊరిని కాచే తల్లివో [359, 838, 517, 863]
maisamma-photo [34, 828, 82, 882]
photo-figure [82, 714, 98, 758]
highlight-5-text: నిర్వాహకులు, యూనివర్సిటీ యాజమాన్యంపై కేసు నమోదు [380, 245, 546, 254]
bonus-headline: బోనస్ ఇస్తాం [64, 64, 188, 93]
